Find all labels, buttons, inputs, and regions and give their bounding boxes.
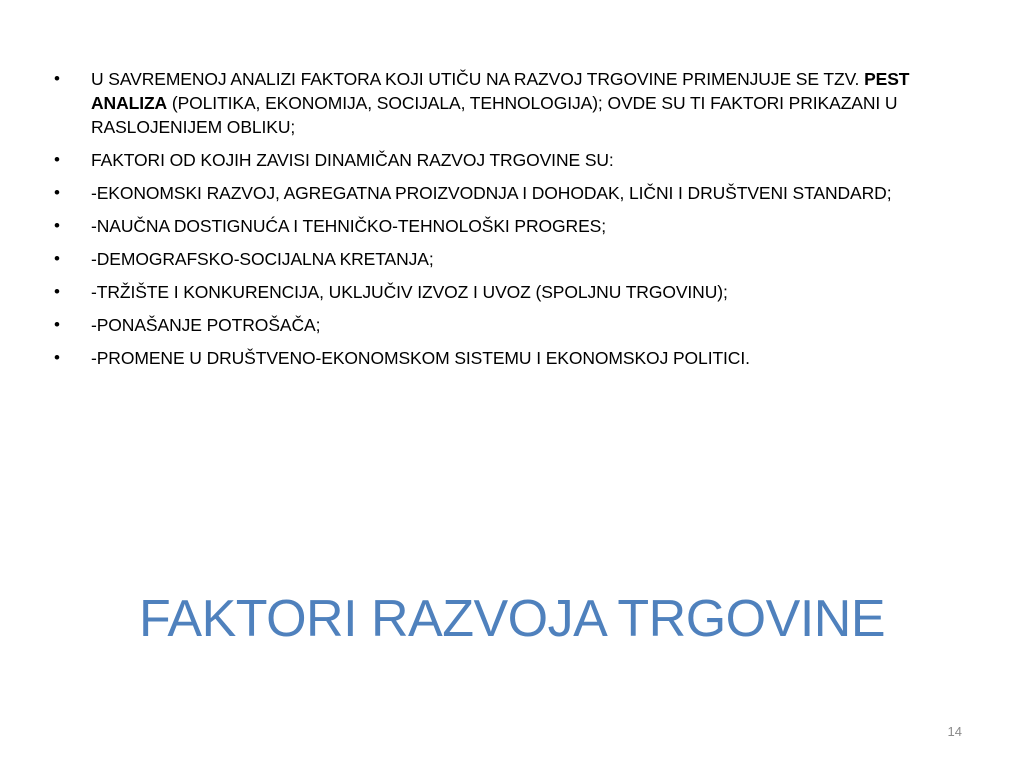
- bullet-dot: •: [54, 150, 60, 169]
- bullet-text: -NAUČNA DOSTIGNUĆA I TEHNIČKO-TEHNOLOŠKI PROGRES;: [91, 216, 606, 236]
- bullet-item-market: [54, 280, 984, 304]
- bullet-item-demographic: [54, 247, 984, 271]
- bullet-text: -PROMENE U DRUŠTVENO-EKONOMSKOM SISTEMU I EKONOMSKOJ POLITICI.: [91, 348, 750, 368]
- bullet-item-pest: [54, 67, 984, 139]
- bullet-text: (POLITIKA, EKONOMIJA, SOCIJALA, TEHNOLOGIJA); OVDE SU TI FAKTORI PRIKAZANI U RASLOJENIJEM OBLIKU;: [91, 93, 898, 137]
- bullet-text: U SAVREMENOJ ANALIZI FAKTORA KOJI UTIČU NA RAZVOJ TRGOVINE PRIMENJUJE SE TZV.: [91, 69, 865, 89]
- bullet-list: [54, 67, 984, 379]
- bullet-item-economic: [54, 181, 984, 205]
- bullet-dot: •: [54, 69, 60, 88]
- bullet-item-system: [54, 346, 984, 370]
- bullet-dot: •: [54, 282, 60, 301]
- bullet-text: -PONAŠANJE POTROŠAČA;: [91, 315, 321, 335]
- bullet-dot: •: [54, 348, 60, 367]
- slide-page-number: 14: [947, 724, 962, 739]
- bullet-dot: •: [54, 183, 60, 202]
- bullet-dot: •: [54, 216, 60, 235]
- bullet-text: FAKTORI OD KOJIH ZAVISI DINAMIČAN RAZVOJ TRGOVINE SU:: [91, 150, 614, 170]
- bullet-text: -DEMOGRAFSKO-SOCIJALNA KRETANJA;: [91, 249, 434, 269]
- bullet-bold-term: PEST ANALIZA: [91, 69, 910, 113]
- bullet-dot: •: [54, 315, 60, 334]
- bullet-text: -EKONOMSKI RAZVOJ, AGREGATNA PROIZVODNJA I DOHODAK, LIČNI I DRUŠTVENI STANDARD;: [91, 183, 892, 203]
- bullet-item-science: [54, 214, 984, 238]
- bullet-item-consumer: [54, 313, 984, 337]
- bullet-text: -TRŽIŠTE I KONKURENCIJA, UKLJUČIV IZVOZ I UVOZ (SPOLJNU TRGOVINU);: [91, 282, 728, 302]
- bullet-item-factors-intro: [54, 148, 984, 172]
- slide-title: FAKTORI RAZVOJA TRGOVINE: [138, 590, 885, 648]
- bullet-dot: •: [54, 249, 60, 268]
